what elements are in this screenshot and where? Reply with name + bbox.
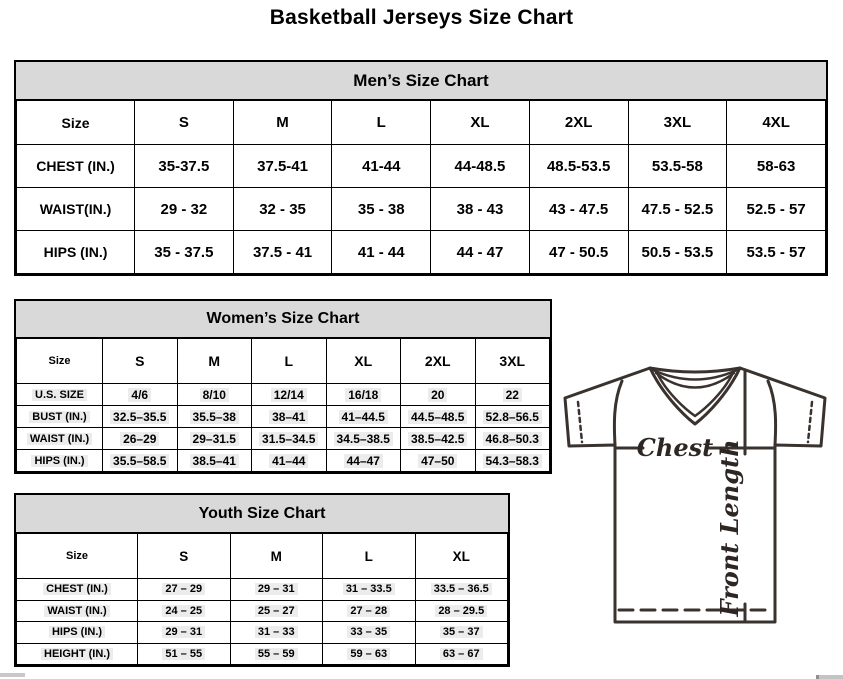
row-label-text: WAIST(IN.) — [39, 201, 112, 217]
size-cell — [475, 384, 550, 406]
size-cell-text: 38–41 — [269, 410, 308, 424]
table-row — [17, 450, 550, 472]
size-cell-text: 35-37.5 — [158, 157, 210, 175]
mens-chart-title: Men’s Size Chart — [16, 62, 826, 100]
size-cell — [628, 231, 727, 274]
row-label — [17, 145, 135, 188]
size-cell — [401, 428, 476, 450]
size-cell-text: 44-48.5 — [454, 157, 506, 175]
row-label-text: BUST (IN.) — [29, 411, 89, 423]
size-cell — [323, 643, 416, 665]
size-cell-text: 22 — [503, 388, 522, 402]
column-header-text: 3XL — [663, 114, 692, 131]
size-cell — [332, 145, 431, 188]
size-cell — [233, 231, 332, 274]
table-row — [17, 384, 550, 406]
size-cell-text: 31 – 33 — [255, 626, 298, 638]
column-header — [135, 101, 234, 145]
column-header-text: L — [376, 114, 386, 131]
size-cell — [401, 450, 476, 472]
size-cell-text: 44 - 47 — [456, 243, 504, 261]
column-header — [415, 534, 508, 579]
size-cell — [727, 231, 826, 274]
column-header — [233, 101, 332, 145]
corner-label — [17, 534, 138, 579]
column-header-text: 2XL — [424, 353, 451, 369]
scrollbar-fragment-right — [816, 675, 843, 679]
column-header-text: M — [270, 548, 282, 564]
size-cell-text: 16/18 — [345, 388, 381, 402]
size-cell-text: 37.5-41 — [257, 157, 308, 175]
size-cell — [529, 188, 628, 231]
column-header — [326, 339, 401, 384]
row-label-text: WAIST (IN.) — [44, 605, 109, 617]
corner-label — [17, 101, 135, 145]
size-cell-text: 33 – 35 — [347, 626, 390, 638]
size-cell — [233, 188, 332, 231]
size-cell-text: 41-44 — [362, 157, 401, 175]
column-header-text: M — [208, 353, 221, 369]
mens-size-chart — [14, 60, 828, 276]
size-cell-text: 35 – 37 — [440, 626, 483, 638]
size-cell-text: 55 – 59 — [255, 648, 298, 660]
size-cell-text: 54.3–58.3 — [483, 454, 542, 468]
size-cell — [332, 231, 431, 274]
column-header-text: S — [179, 548, 189, 564]
column-header — [138, 534, 231, 579]
size-cell-text: 47.5 - 52.5 — [641, 200, 714, 218]
column-header — [103, 339, 178, 384]
size-cell-text: 44.5–48.5 — [408, 410, 467, 424]
size-cell — [323, 579, 416, 601]
size-cell — [415, 579, 508, 601]
size-cell — [138, 622, 231, 644]
table-row — [17, 643, 508, 665]
size-cell — [415, 643, 508, 665]
size-cell-text: 25 – 27 — [255, 605, 298, 617]
size-cell — [138, 600, 231, 622]
size-cell — [323, 600, 416, 622]
size-cell — [401, 406, 476, 428]
size-cell — [230, 622, 323, 644]
chest-label: Chest — [636, 433, 714, 462]
size-cell-text: 59 – 63 — [347, 648, 390, 660]
size-cell — [529, 231, 628, 274]
womens-size-chart — [14, 299, 552, 474]
row-label — [17, 188, 135, 231]
column-header-text: L — [364, 548, 373, 564]
size-cell-text: 29 – 31 — [162, 626, 205, 638]
size-cell-text: 53.5-58 — [651, 157, 703, 175]
size-cell-text: 26–29 — [120, 432, 159, 446]
size-cell — [332, 188, 431, 231]
row-label-text: U.S. SIZE — [32, 389, 87, 401]
column-header — [332, 101, 431, 145]
size-cell-text: 50.5 - 53.5 — [641, 243, 714, 261]
size-cell-text: 35 - 38 — [357, 200, 405, 218]
column-header-text: 3XL — [499, 353, 526, 369]
column-header-text: XL — [470, 114, 490, 131]
size-cell-text: 38.5–41 — [190, 454, 239, 468]
size-cell — [252, 384, 327, 406]
size-cell-text: 29 – 31 — [255, 583, 298, 595]
column-header — [431, 101, 530, 145]
column-header — [475, 339, 550, 384]
column-header — [401, 339, 476, 384]
youth-chart-title: Youth Size Chart — [16, 495, 508, 533]
column-header — [177, 339, 252, 384]
size-cell — [475, 428, 550, 450]
size-cell — [326, 384, 401, 406]
size-cell-text: 32.5–35.5 — [110, 410, 169, 424]
size-cell-text: 38 - 43 — [456, 200, 504, 218]
size-cell — [431, 145, 530, 188]
size-cell — [103, 384, 178, 406]
size-cell-text: 41 - 44 — [357, 243, 405, 261]
size-cell-text: 34.5–38.5 — [334, 432, 393, 446]
youth-size-table — [16, 533, 508, 665]
size-cell — [727, 145, 826, 188]
row-label — [17, 579, 138, 601]
size-cell-text: 63 – 67 — [440, 648, 483, 660]
column-header-text: 2XL — [564, 114, 593, 131]
womens-size-table — [16, 338, 550, 472]
size-cell-text: 37.5 - 41 — [252, 243, 313, 261]
row-label-text: HEIGHT (IN.) — [41, 648, 113, 660]
size-cell — [177, 428, 252, 450]
size-cell — [628, 188, 727, 231]
column-header — [323, 534, 416, 579]
column-header — [230, 534, 323, 579]
size-cell — [252, 428, 327, 450]
size-header-row — [17, 101, 826, 145]
size-cell-text: 35.5–38 — [190, 410, 239, 424]
table-row — [17, 406, 550, 428]
table-row — [17, 428, 550, 450]
size-cell-text: 47–50 — [418, 454, 457, 468]
size-cell — [230, 579, 323, 601]
column-header — [628, 101, 727, 145]
size-header-row — [17, 339, 550, 384]
size-cell-text: 8/10 — [200, 388, 229, 402]
column-header-text: S — [178, 114, 189, 131]
size-cell — [103, 450, 178, 472]
size-cell — [135, 231, 234, 274]
size-cell-text: 47 - 50.5 — [549, 243, 609, 261]
column-header — [727, 101, 826, 145]
womens-chart-title: Women’s Size Chart — [16, 301, 550, 338]
size-cell — [138, 579, 231, 601]
size-cell — [326, 428, 401, 450]
column-header — [529, 101, 628, 145]
table-row — [17, 579, 508, 601]
size-cell-text: 41–44 — [269, 454, 308, 468]
row-label-text: CHEST (IN.) — [43, 583, 111, 595]
size-cell — [727, 188, 826, 231]
size-cell-text: 35 - 37.5 — [154, 243, 214, 261]
row-label-text: CHEST (IN.) — [36, 158, 115, 174]
size-cell-text: 32 - 35 — [259, 200, 306, 218]
size-cell-text: 46.8–50.3 — [483, 432, 542, 446]
size-cell-text: 52.5 - 57 — [746, 200, 806, 218]
row-label — [17, 406, 103, 428]
table-row — [17, 622, 508, 644]
size-cell — [177, 384, 252, 406]
row-label — [17, 428, 103, 450]
size-cell — [177, 406, 252, 428]
size-cell-text: 48.5-53.5 — [546, 157, 611, 175]
size-cell-text: 44–47 — [344, 454, 383, 468]
size-cell-text: 27 – 29 — [162, 583, 205, 595]
size-cell — [135, 188, 234, 231]
column-header-text: XL — [354, 353, 373, 369]
size-cell-text: 52.8–56.5 — [483, 410, 542, 424]
corner-label-text: Size — [65, 550, 88, 562]
size-cell — [233, 145, 332, 188]
column-header-text: M — [276, 114, 289, 131]
row-label-text: HIPS (IN.) — [31, 455, 87, 467]
row-label — [17, 643, 138, 665]
table-row — [17, 600, 508, 622]
column-header — [252, 339, 327, 384]
table-row — [17, 231, 826, 274]
size-cell — [323, 622, 416, 644]
column-header-text: S — [135, 353, 145, 369]
column-header-text: 4XL — [762, 114, 790, 131]
scrollbar-fragment-left — [0, 673, 25, 677]
size-cell-text: 43 - 47.5 — [549, 200, 609, 218]
size-cell-text: 38.5–42.5 — [408, 432, 467, 446]
size-cell — [177, 450, 252, 472]
size-cell-text: 4/6 — [128, 388, 151, 402]
table-row — [17, 145, 826, 188]
size-cell-text: 31 – 33.5 — [343, 583, 395, 595]
row-label-text: WAIST (IN.) — [27, 433, 92, 445]
row-label — [17, 450, 103, 472]
size-cell-text: 31.5–34.5 — [259, 432, 318, 446]
size-cell — [401, 384, 476, 406]
row-label-text: HIPS (IN.) — [43, 244, 108, 260]
corner-label — [17, 339, 103, 384]
size-cell — [475, 406, 550, 428]
youth-size-chart — [14, 493, 510, 667]
row-label — [17, 384, 103, 406]
row-label-text: HIPS (IN.) — [49, 626, 105, 638]
size-cell — [475, 450, 550, 472]
size-cell-text: 51 – 55 — [162, 648, 205, 660]
size-cell — [415, 600, 508, 622]
jersey-outline — [565, 368, 825, 622]
size-cell-text: 12/14 — [271, 388, 307, 402]
size-cell — [252, 406, 327, 428]
size-cell — [103, 428, 178, 450]
front-length-label: Front Length — [715, 439, 744, 617]
size-cell-text: 33.5 – 36.5 — [431, 583, 492, 595]
size-cell — [230, 600, 323, 622]
size-cell-text: 24 – 25 — [162, 605, 205, 617]
size-cell-text: 27 – 28 — [347, 605, 390, 617]
size-header-row — [17, 534, 508, 579]
size-cell-text: 28 – 29.5 — [435, 605, 487, 617]
size-cell — [138, 643, 231, 665]
corner-label-text: Size — [48, 355, 71, 367]
size-cell — [252, 450, 327, 472]
size-cell — [135, 145, 234, 188]
page-title: Basketball Jerseys Size Chart — [269, 6, 574, 29]
size-cell — [326, 450, 401, 472]
size-cell-text: 29–31.5 — [190, 432, 239, 446]
size-cell — [431, 188, 530, 231]
column-header-text: XL — [452, 548, 470, 564]
size-cell — [628, 145, 727, 188]
row-label — [17, 231, 135, 274]
size-cell-text: 41–44.5 — [339, 410, 388, 424]
size-cell — [326, 406, 401, 428]
size-cell — [230, 643, 323, 665]
row-label — [17, 622, 138, 644]
size-cell-text: 20 — [428, 388, 447, 402]
size-cell-text: 53.5 - 57 — [746, 243, 806, 261]
size-cell — [415, 622, 508, 644]
corner-label-text: Size — [61, 114, 90, 131]
mens-size-table — [16, 100, 826, 274]
jersey-measurement-diagram — [555, 362, 835, 625]
size-cell — [529, 145, 628, 188]
table-row — [17, 188, 826, 231]
size-cell-text: 58-63 — [756, 157, 796, 175]
size-cell-text: 29 - 32 — [160, 200, 208, 218]
size-cell-text: 35.5–58.5 — [110, 454, 169, 468]
row-label — [17, 600, 138, 622]
size-cell — [103, 406, 178, 428]
column-header-text: L — [284, 353, 294, 369]
size-cell — [431, 231, 530, 274]
